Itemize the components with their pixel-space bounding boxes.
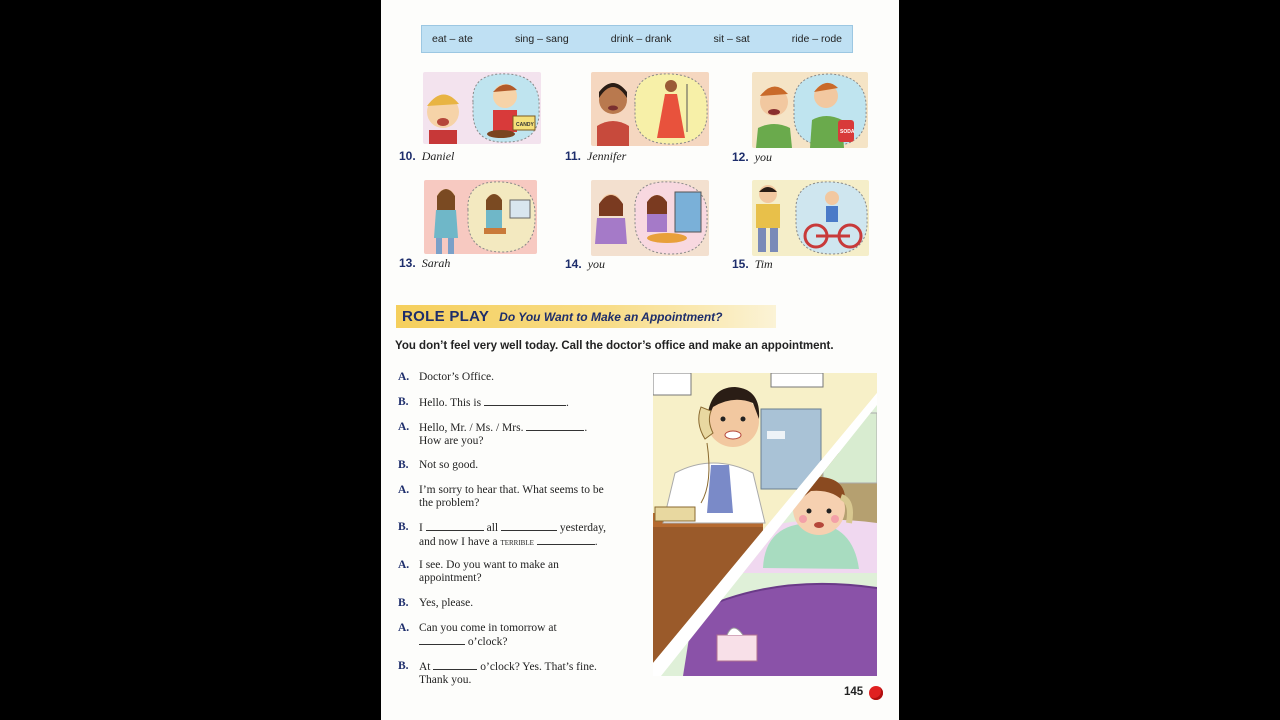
blank-time-2 xyxy=(433,660,477,670)
verb-drink: drink – drank xyxy=(610,33,672,45)
role-play-instruction: You don’t feel very well today. Call the doctor’s office and make an appointment. xyxy=(395,340,834,352)
page-dot-marker xyxy=(869,686,883,700)
verb-eat: eat – ate xyxy=(432,33,473,45)
picture-sarah xyxy=(424,180,537,254)
blank-time xyxy=(419,635,465,645)
caption-15: 15. Tim xyxy=(732,257,773,271)
blank-verb-1 xyxy=(426,521,484,531)
dialogue-line-5: A. I’m sorry to hear that. What seems to be the problem? xyxy=(398,484,604,509)
blank-verb-2 xyxy=(501,521,557,531)
verb-list-box xyxy=(421,25,853,53)
dialogue-line-6: B. I all yesterday, and now I have a terrible . xyxy=(398,521,607,548)
verb-sing: sing – sang xyxy=(514,33,569,45)
picture-jennifer xyxy=(591,72,709,146)
illustration-phone-call xyxy=(653,373,877,676)
dialogue-line-8: B. Yes, please. xyxy=(398,597,474,609)
caption-11: 11. Jennifer xyxy=(565,149,627,163)
dialogue-line-4: B. Not so good. xyxy=(398,459,479,471)
dialogue-line-3: A. Hello, Mr. / Ms. / Mrs. . How are you? xyxy=(398,421,588,447)
role-play-banner xyxy=(396,305,776,328)
dialogue-line-9: A. Can you come in tomorrow at o’clock? xyxy=(398,622,557,648)
caption-10: 10. Daniel xyxy=(399,149,455,163)
role-play-label: ROLE PLAY xyxy=(402,308,490,325)
candy-box-label: CANDY xyxy=(516,122,534,128)
caption-13: 13. Sarah xyxy=(399,256,451,270)
blank-name xyxy=(484,396,566,406)
picture-daniel xyxy=(423,72,541,144)
caption-12: 12. you xyxy=(732,150,773,164)
picture-you-eat xyxy=(591,180,709,256)
caption-14: 14. you xyxy=(565,257,606,271)
dialogue-line-7: A. I see. Do you want to make an appointment? xyxy=(398,559,559,584)
picture-tim xyxy=(752,180,869,256)
picture-you-drink xyxy=(752,72,868,148)
dialogue-line-10: B. At o’clock? Yes. That’s fine. Thank you. xyxy=(398,660,597,686)
textbook-page xyxy=(381,0,899,720)
dialogue-line-2: B. Hello. This is . xyxy=(398,396,569,409)
blank-doctor-name xyxy=(526,421,584,431)
verb-sit: sit – sat xyxy=(713,33,750,45)
blank-ailment xyxy=(537,535,595,545)
dialogue-line-1: A. Doctor’s Office. xyxy=(398,371,494,383)
role-play-title: Do You Want to Make an Appointment? xyxy=(499,309,723,324)
page-number: 145 xyxy=(844,686,864,698)
soda-can-label: SODA xyxy=(840,129,855,135)
verb-ride: ride – rode xyxy=(791,33,842,45)
